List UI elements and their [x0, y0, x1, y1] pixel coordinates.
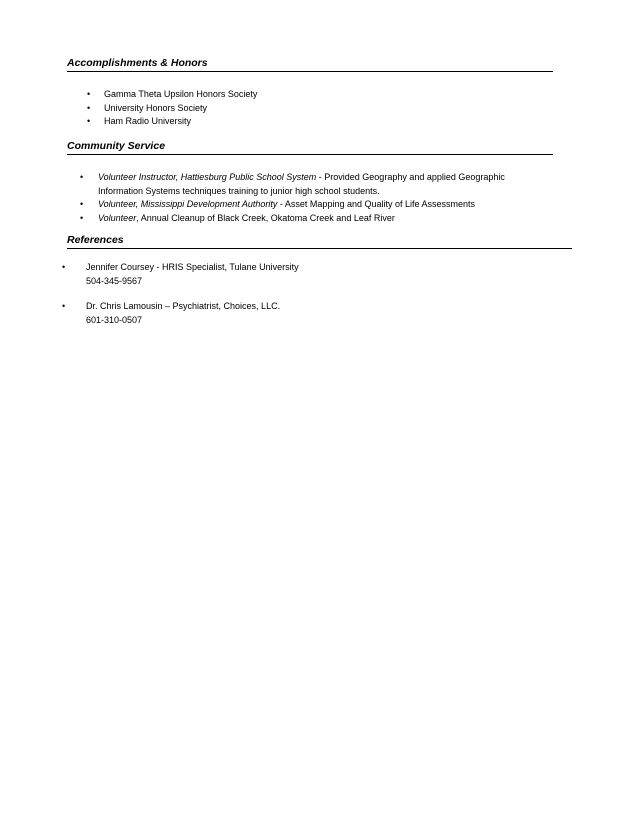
accomplishments-section: [67, 57, 553, 129]
honor-text: University Honors Society: [104, 102, 208, 113]
service-role: Volunteer Instructor, Hattiesburg Public School System: [98, 172, 317, 182]
service-role: Volunteer: [98, 212, 137, 223]
service-description: , Annual Cleanup of Black Creek, Okatoma Creek and Leaf River: [136, 212, 395, 223]
service-description: - Provided Geography and applied Geographic: [316, 172, 505, 182]
honor-text: Ham Radio University: [104, 116, 192, 126]
list-item: [67, 171, 553, 198]
list-item: [67, 88, 553, 102]
reference-name: Jennifer Coursey - HRIS Specialist, Tulane University: [86, 262, 299, 272]
bullet-icon: •: [87, 116, 91, 126]
community-service-heading: Community Service: [67, 140, 553, 155]
service-role: Volunteer, Mississippi Development Authority: [98, 199, 278, 209]
bullet-icon: •: [80, 172, 84, 182]
service-description: - Asset Mapping and Quality of Life Assessments: [277, 199, 476, 209]
bullet-icon: •: [62, 262, 66, 272]
list-item: [67, 198, 553, 212]
community-service-list: [67, 171, 553, 225]
bullet-icon: •: [80, 199, 84, 209]
list-item: [67, 102, 553, 116]
honor-text: Gamma Theta Upsilon Honors Society: [104, 89, 258, 99]
bullet-icon: •: [80, 212, 84, 223]
accomplishments-list: [67, 88, 553, 129]
references-list: [62, 261, 572, 327]
bullet-icon: •: [87, 89, 91, 99]
bullet-icon: •: [87, 102, 91, 113]
community-service-section: [67, 140, 553, 225]
reference-phone: 601-310-0507: [86, 314, 143, 325]
list-item: [67, 212, 553, 226]
reference-phone: 504-345-9567: [86, 275, 143, 286]
accomplishments-heading: Accomplishments & Honors: [67, 57, 553, 72]
list-item: [62, 300, 572, 327]
references-section: [62, 234, 572, 327]
references-heading: References: [67, 234, 572, 249]
service-description-cont: Information Systems techniques training to junior high school students.: [98, 185, 380, 196]
bullet-icon: •: [62, 301, 66, 311]
reference-name: Dr. Chris Lamousin – Psychiatrist, Choices, LLC.: [86, 301, 281, 311]
list-item: [62, 261, 572, 288]
list-item: [67, 115, 553, 129]
